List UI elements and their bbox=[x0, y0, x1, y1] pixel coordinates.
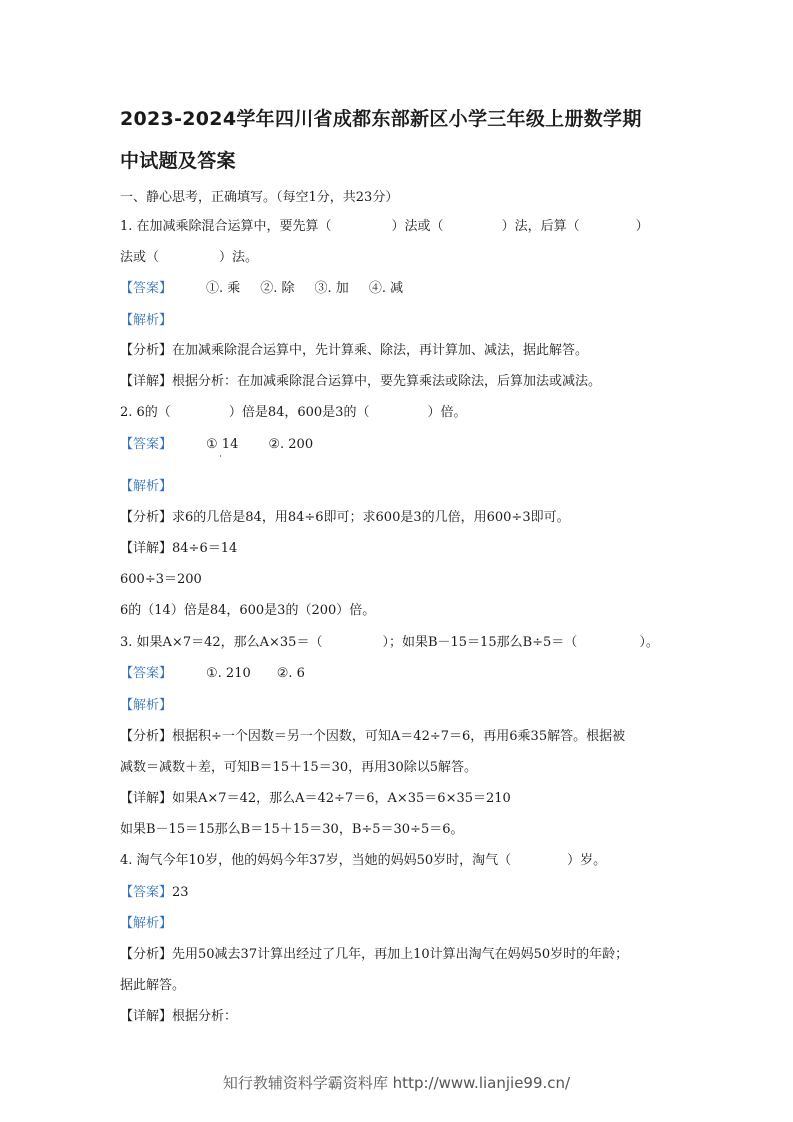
q1-line2-b: ）法。 bbox=[219, 250, 259, 265]
xiangjie-tag: 【详解】 bbox=[120, 791, 173, 806]
q2-xiangjie-text: 84÷6＝14 bbox=[172, 541, 238, 556]
q1-fenxi bbox=[120, 342, 588, 360]
page-title-line1: 2023-2024学年四川省成都东部新区小学三年级上册数学期 bbox=[120, 108, 642, 130]
question-2 bbox=[120, 404, 466, 422]
q3-text-a: 3. 如果A×7＝42，那么A×35＝（ bbox=[120, 635, 323, 650]
page-title-line2: 中试题及答案 bbox=[120, 150, 236, 172]
q3-text-c: ）。 bbox=[639, 635, 659, 650]
xiangjie-tag: 【详解】 bbox=[120, 1009, 173, 1024]
q4-fenxi-line2: 据此解答。 bbox=[120, 978, 186, 993]
q4-fenxi-text: 先用50减去37计算出经过了几年，再加上10计算出淘气在妈妈50岁时的年龄； bbox=[172, 947, 629, 962]
q1-text-a: 1. 在加减乘除混合运算中，要先算（ bbox=[120, 219, 332, 234]
q2-calc-line: 600÷3＝200 bbox=[120, 572, 202, 587]
fenxi-tag: 【分析】 bbox=[120, 729, 173, 744]
q4-answer-value: 23 bbox=[172, 885, 189, 900]
q4-answer bbox=[120, 884, 189, 902]
q2-answer bbox=[120, 436, 333, 454]
analysis-tag: 【解析】 bbox=[120, 916, 173, 931]
question-3 bbox=[120, 634, 659, 652]
q4-xiangjie bbox=[120, 1008, 237, 1026]
answer-option: ④. 减 bbox=[368, 281, 404, 296]
q3-text-b: ）；如果B－15＝15那么B÷5＝（ bbox=[382, 635, 578, 650]
q3-fenxi-text: 根据积÷一个因数＝另一个因数，可知A＝42÷7＝6，再用6乘35解答。根据被 bbox=[172, 729, 626, 744]
q1-fenxi-text: 在加减乘除混合运算中，先计算乘、除法，再计算加、减法，据此解答。 bbox=[172, 343, 589, 358]
answer-option: ②. 除 bbox=[260, 281, 295, 296]
xiangjie-tag: 【详解】 bbox=[120, 541, 173, 556]
stray-mark bbox=[220, 455, 221, 457]
q3-fenxi-line2: 减数＝减数＋差，可知B＝15＋15＝30，再用30除以5解答。 bbox=[120, 760, 477, 775]
question-4 bbox=[120, 852, 606, 870]
answer-option: ②. 6 bbox=[276, 666, 305, 681]
analysis-tag: 【解析】 bbox=[120, 698, 173, 713]
q1-text-d: ） bbox=[635, 219, 649, 234]
q4-text-a: 4. 淘气今年10岁，他的妈妈今年37岁，当她的妈妈50岁时，淘气（ bbox=[120, 853, 512, 868]
q3-answer bbox=[120, 665, 325, 683]
answer-tag: 【答案】 bbox=[120, 281, 173, 296]
fenxi-tag: 【分析】 bbox=[120, 343, 173, 358]
q2-text-c: ）倍。 bbox=[427, 405, 467, 420]
q2-text-b: ）倍是84，600是3的（ bbox=[228, 405, 370, 420]
analysis-tag: 【解析】 bbox=[120, 313, 173, 328]
question-1 bbox=[120, 218, 649, 236]
q2-conclusion: 6的（14）倍是84，600是3的（200）倍。 bbox=[120, 603, 376, 618]
q3-xiangjie-text: 如果A×7＝42，那么A＝42÷7＝6，A×35＝6×35＝210 bbox=[172, 791, 511, 806]
q2-fenxi bbox=[120, 509, 570, 527]
q2-xiangjie bbox=[120, 540, 237, 558]
q2-text-a: 2. 6的（ bbox=[120, 405, 171, 420]
section-heading: 一、静心思考，正确填写。（每空1分，共23分） bbox=[120, 190, 399, 205]
q1-xiangjie bbox=[120, 373, 601, 391]
q1-answer bbox=[120, 280, 423, 298]
answer-tag: 【答案】 bbox=[120, 666, 173, 681]
q4-text-b: ）岁。 bbox=[567, 853, 607, 868]
q2-fenxi-text: 求6的几倍是84，用84÷6即可；求600是3的几倍，用600÷3即可。 bbox=[172, 510, 570, 525]
q4-xiangjie-text: 根据分析： bbox=[172, 1009, 238, 1024]
answer-option: ①. 乘 bbox=[206, 281, 241, 296]
q1-xiangjie-text: 根据分析：在加减乘除混合运算中，要先算乘法或除法，后算加法或减法。 bbox=[172, 374, 602, 389]
q3-xiangjie-line2: 如果B－15＝15那么B＝15＋15＝30，B÷5＝30÷5＝6。 bbox=[120, 822, 464, 837]
question-1-line2 bbox=[120, 249, 258, 267]
answer-option: ① 14 bbox=[206, 437, 239, 452]
q3-fenxi bbox=[120, 728, 625, 746]
q1-text-b: ）法或（ bbox=[391, 219, 444, 234]
analysis-tag: 【解析】 bbox=[120, 479, 173, 494]
fenxi-tag: 【分析】 bbox=[120, 510, 173, 525]
answer-option: ③. 加 bbox=[314, 281, 349, 296]
q4-fenxi bbox=[120, 946, 628, 964]
footer-watermark: 知行教辅资料学霸资料库 http://www.lianjie99.cn/ bbox=[222, 1074, 571, 1092]
answer-tag: 【答案】 bbox=[120, 885, 173, 900]
xiangjie-tag: 【详解】 bbox=[120, 374, 173, 389]
answer-tag: 【答案】 bbox=[120, 437, 173, 452]
q3-xiangjie bbox=[120, 790, 511, 808]
fenxi-tag: 【分析】 bbox=[120, 947, 173, 962]
answer-option: ②. 200 bbox=[268, 437, 314, 452]
q1-text-c: ）法，后算（ bbox=[501, 219, 580, 234]
answer-option: ①. 210 bbox=[206, 666, 251, 681]
q1-line2-a: 法或（ bbox=[120, 250, 160, 265]
